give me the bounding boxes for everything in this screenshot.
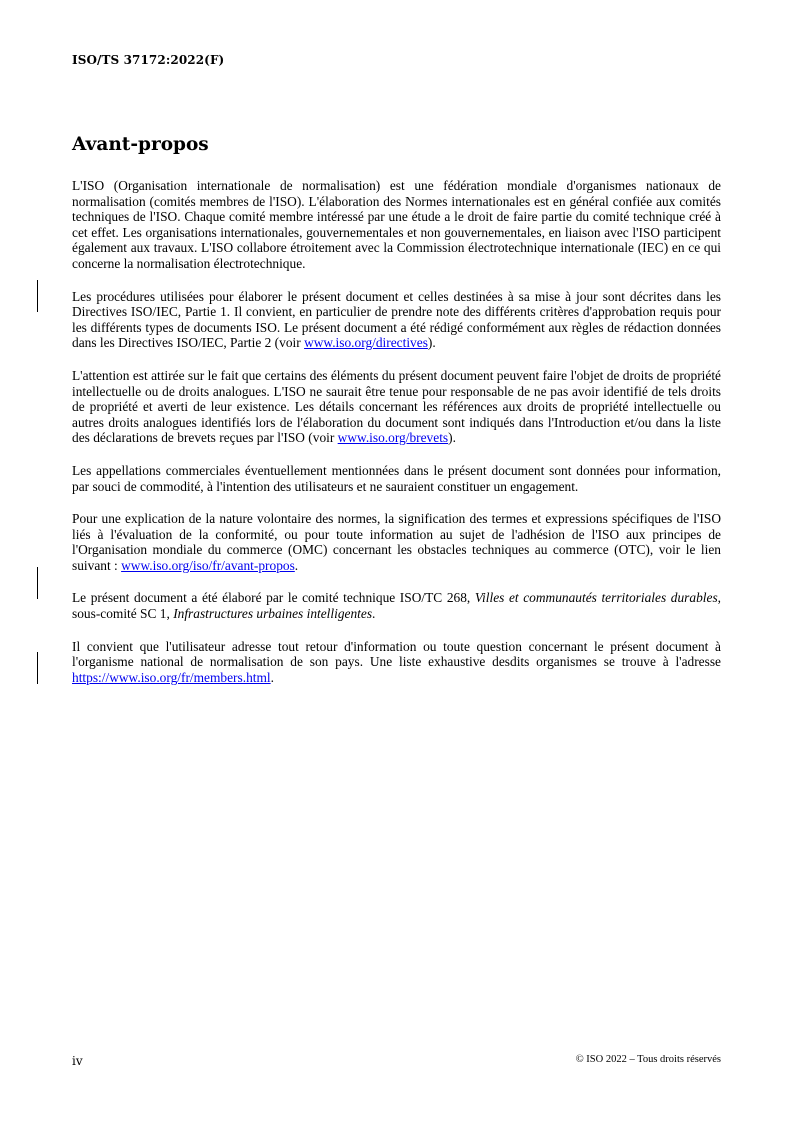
paragraph-text: ). — [427, 335, 436, 351]
paragraph-feedback — [72, 639, 721, 686]
paragraph-text: , sous-comité SC 1, — [72, 590, 722, 622]
directives-link[interactable]: www.iso.org/directives — [304, 335, 428, 351]
section-title: Avant-propos — [72, 134, 209, 155]
paragraph-text: . — [294, 557, 299, 573]
copyright-notice: © ISO 2022 – Tous droits réservés — [575, 1054, 721, 1065]
paragraph-text: Pour une explication de la nature volontaire des normes, la signification des termes et expressions spécifiques de l'ISO liés à l'évaluation de la conformité, ou pour toute information au sujet de l'adhésion de l'ISO aux principes de l'Organisation mondiale du commerce (OMC) concernant les obstacles techniques au commerce (OTC), voir le lien suivant : — [72, 511, 721, 573]
paragraph-text: . — [372, 606, 376, 622]
revision-change-bar — [37, 567, 38, 599]
revision-change-bar — [37, 652, 38, 684]
revision-change-bar — [37, 280, 38, 312]
subcommittee-title: Infrastructures urbaines intelligentes — [173, 606, 373, 622]
committee-title: Villes et communautés territoriales durables — [474, 590, 718, 606]
paragraph-iso-federation: L'ISO (Organisation internationale de normalisation) est une fédération mondiale d'organismes nationaux de normalisation (comités membres de l'ISO). L'élaboration des Normes internationales est en général confiée aux comités techniques de l'ISO. Chaque comité membre intéressé par une étude a le droit de faire partie du comité technique créé à cet effet. Les organisations internationales, gouvernementales et non gouvernementales, en liaison avec l'ISO participent également aux travaux. L'ISO collabore étroitement avec la Commission électrotechnique internationale (IEC) en ce qui concerne la normalisation électrotechnique. — [72, 178, 721, 271]
paragraph-patent-rights — [72, 368, 721, 446]
paragraph-text: Il convient que l'utilisateur adresse tout retour d'information ou toute question concernant le présent document à l'organisme national de normalisation de son pays. Une liste exhaustive desdits organismes se trouve à l'adresse — [72, 638, 721, 670]
paragraph-committee — [72, 590, 721, 621]
patents-link[interactable]: www.iso.org/brevets — [337, 430, 449, 446]
paragraph-text: L'attention est attirée sur le fait que certains des éléments du présent document peuvent faire l'objet de droits de propriété intellectuelle ou de droits analogues. L'ISO ne saurait être tenue pour responsable de ne pas avoir identifié de tels droits de propriété et averti de leur existence. Les détails concernant les références aux droits de propriété intellectuelle ou autres droits analogues identifiés lors de l'élaboration du document sont indiqués dans l'Introduction et/ou dans la liste des déclarations de brevets reçues par l'ISO (voir — [72, 367, 721, 446]
paragraph-voluntary-nature — [72, 511, 721, 573]
paragraph-text: Le présent document a été élaboré par le comité technique ISO/TC 268, — [72, 590, 475, 606]
document-reference: ISO/TS 37172:2022(F) — [72, 53, 225, 67]
members-link[interactable]: https://www.iso.org/fr/members.html — [72, 669, 271, 685]
paragraph-procedures — [72, 289, 721, 351]
paragraph-text: . — [270, 669, 274, 685]
page-number: iv — [72, 1054, 83, 1068]
foreword-body — [72, 178, 721, 702]
paragraph-text: ). — [448, 430, 456, 446]
paragraph-text: Les procédures utilisées pour élaborer le présent document et celles destinées à sa mise à jour sont décrites dans les Directives ISO/IEC, Partie 1. Il convient, en particulier de prendre note des différents critères d'approbation requis pour les différents types de documents ISO. Le présent document a été rédigé conformément aux règles de rédaction données dans les Directives ISO/IEC, Partie 2 (voir — [72, 288, 721, 351]
foreword-info-link[interactable]: www.iso.org/iso/fr/avant-propos — [121, 557, 295, 573]
paragraph-trade-names: Les appellations commerciales éventuellement mentionnées dans le présent document sont données pour information, par souci de commodité, à l'intention des utilisateurs et ne sauraient constituer un engagement. — [72, 462, 721, 494]
